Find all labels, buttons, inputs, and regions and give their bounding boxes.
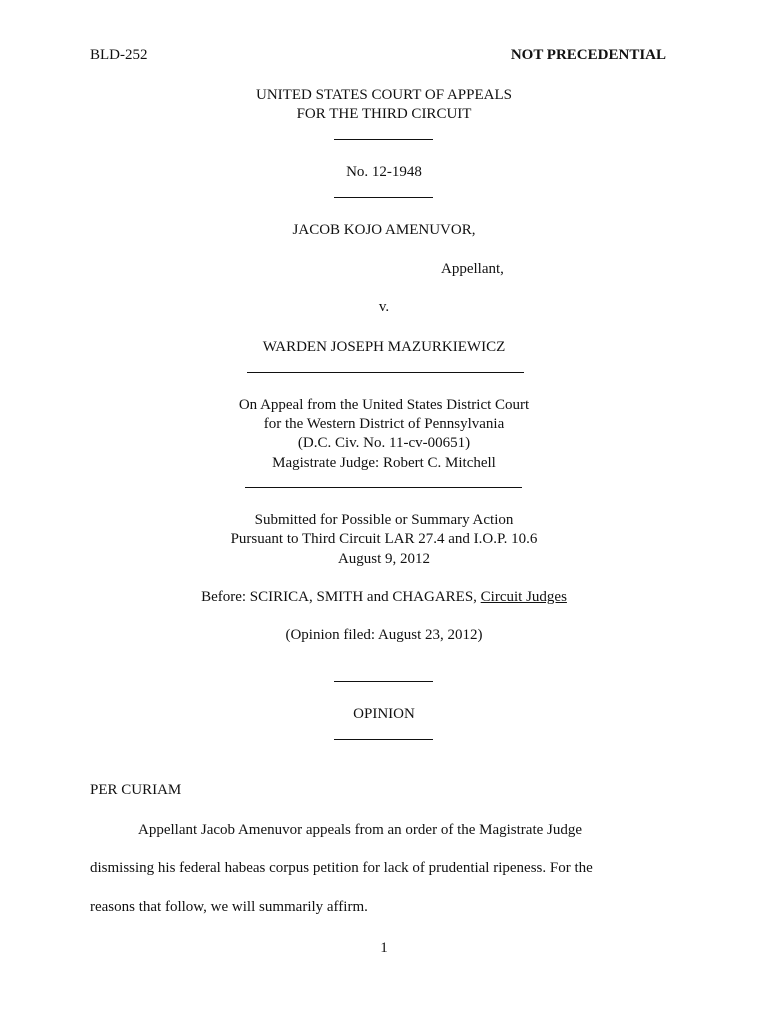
separator-rule [334,681,433,682]
appellee-name: WARDEN JOSEPH MAZURKIEWICZ [262,339,506,355]
panel-line [0,588,768,607]
page-number: 1 [380,940,388,956]
versus: v. [378,299,390,315]
appeal-info-line3: (D.C. Civ. No. 11-cv-00651) [297,435,471,451]
appeal-info-line4: Magistrate Judge: Robert C. Mitchell [272,455,496,471]
body-paragraph-line: reasons that follow, we will summarily affirm. [90,899,368,915]
per-curiam-heading: PER CURIAM [90,782,182,798]
court-name-line1: UNITED STATES COURT OF APPEALS [256,87,512,103]
separator-rule [334,739,433,740]
case-number: No. 12-1948 [346,164,422,180]
body-paragraph-line: dismissing his federal habeas corpus petition for lack of prudential ripeness. For the [90,860,593,876]
submission-line2: Pursuant to Third Circuit LAR 27.4 and I.O.P. 10.6 [230,531,538,547]
separator-rule [245,487,522,488]
submission-line1: Submitted for Possible or Summary Action [254,512,514,528]
docket-code: BLD-252 [90,47,148,63]
panel-judges: Before: SCIRICA, SMITH and CHAGARES, [201,589,481,605]
precedential-status: NOT PRECEDENTIAL [510,47,666,63]
body-paragraph-line: Appellant Jacob Amenuvor appeals from an order of the Magistrate Judge [138,822,583,838]
panel-title: Circuit Judges [480,589,567,605]
opinion-filed-date: (Opinion filed: August 23, 2012) [285,627,483,643]
court-name-line2: FOR THE THIRD CIRCUIT [296,106,472,122]
appeal-info-line1: On Appeal from the United States District Court [238,397,530,413]
appellant-name: JACOB KOJO AMENUVOR, [292,222,476,238]
opinion-heading: OPINION [353,706,415,722]
appeal-info-line2: for the Western District of Pennsylvania [263,416,505,432]
appellant-role: Appellant, [441,261,504,277]
separator-rule [334,197,433,198]
separator-rule [247,372,524,373]
submission-line3: August 9, 2012 [337,551,431,567]
separator-rule [334,139,433,140]
